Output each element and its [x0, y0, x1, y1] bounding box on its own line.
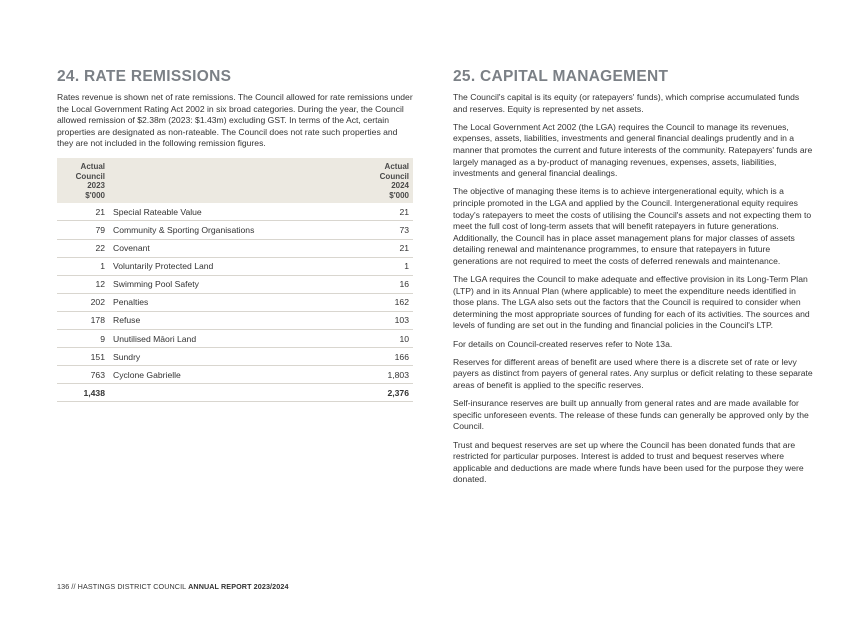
paragraph: The objective of managing these items is to achieve intergenerational equity, which is a principle promoted in the LGA and applied by the Council. Intergenerational equity requires today's ratepayers to meet the costs of utilising the Council's assets and not expecting them to meet the full cost of long-term assets that will benefit ratepayers in future generations. Additionally, the Council has in place asset management plans for major classes of assets detailing renewal and maintenance programmes, to ensure that ratepayers in future generations are not required to meet the costs of deferred renewals and maintenance. — [453, 186, 812, 266]
total-2023: 1,438 — [57, 384, 109, 402]
paragraph: For details on Council-created reserves refer to Note 13a. — [453, 338, 673, 349]
value-2023: 22 — [57, 239, 109, 257]
table-row — [57, 366, 413, 384]
capital-management-section — [453, 68, 813, 493]
value-2023: 202 — [57, 293, 109, 311]
value-2024: 21 — [361, 203, 413, 221]
table-row — [57, 221, 413, 239]
value-2024: 103 — [361, 311, 413, 329]
footer-prefix: 136 // HASTINGS DISTRICT COUNCIL — [57, 582, 189, 591]
value-2023: 763 — [57, 366, 109, 384]
page-footer — [57, 582, 289, 591]
row-label: Unutilised Māori Land — [109, 330, 361, 348]
table-row — [57, 330, 413, 348]
total-2024: 2,376 — [361, 384, 413, 402]
value-2024: 21 — [361, 239, 413, 257]
value-2023: 12 — [57, 275, 109, 293]
value-2023: 79 — [57, 221, 109, 239]
value-2023: 21 — [57, 203, 109, 221]
section-heading: 24. RATE REMISSIONS — [57, 68, 232, 85]
header-2024: Actual Council 2024 $'000 — [361, 158, 413, 203]
value-2024: 162 — [361, 293, 413, 311]
table-total-row — [57, 384, 413, 402]
value-2023: 9 — [57, 330, 109, 348]
row-label: Covenant — [109, 239, 361, 257]
row-label: Swimming Pool Safety — [109, 275, 361, 293]
value-2024: 16 — [361, 275, 413, 293]
table-row — [57, 293, 413, 311]
header-label — [109, 158, 361, 203]
header-2023: Actual Council 2023 $'000 — [57, 158, 109, 203]
row-label: Penalties — [109, 293, 361, 311]
value-2023: 178 — [57, 311, 109, 329]
paragraph: Trust and bequest reserves are set up where the Council has been donated funds that are restricted for particular purposes. Interest is added to trust and bequest reserves where applicable and deductions are made where funds have been used for the purpose they were donated. — [453, 439, 804, 485]
table-row — [57, 257, 413, 275]
row-label: Cyclone Gabrielle — [109, 366, 361, 384]
row-label: Refuse — [109, 311, 361, 329]
footer-report-title: ANNUAL REPORT 2023/2024 — [188, 582, 289, 591]
row-label: Voluntarily Protected Land — [109, 257, 361, 275]
value-2023: 151 — [57, 348, 109, 366]
table-body — [57, 203, 413, 402]
row-label: Special Rateable Value — [109, 203, 361, 221]
table-row — [57, 203, 413, 221]
table-row — [57, 275, 413, 293]
rate-remissions-section — [57, 68, 415, 402]
value-2024: 166 — [361, 348, 413, 366]
value-2024: 73 — [361, 221, 413, 239]
value-2024: 10 — [361, 330, 413, 348]
table-row — [57, 239, 413, 257]
value-2023: 1 — [57, 257, 109, 275]
paragraph: The LGA requires the Council to make adequate and effective provision in its Long-Term Plan (LTP) and in its Annual Plan (where applicable) to meet the expenditure needs identified in those plans. The LGA also sets out the factors that the Council is required to consider when determining the most appropriate sources of funding for each of its activities. The sources and levels of funding are set out in the funding and financial policies in the Council's LTP. — [453, 274, 810, 331]
table-row — [57, 311, 413, 329]
table-row — [57, 348, 413, 366]
row-label: Community & Sporting Organisations — [109, 221, 361, 239]
paragraph: Reserves for different areas of benefit are used where there is a discrete set of rate or levy payers as distinct from payers of general rates. Any surplus or deficit relating to these separate areas of benefit is applied to the specific reserves. — [453, 356, 813, 391]
row-label: Sundry — [109, 348, 361, 366]
paragraph: The Council's capital is its equity (or ratepayers' funds), which comprise accumulated funds and reserves. Equity is represented by net assets. — [453, 92, 800, 114]
paragraph: The Local Government Act 2002 (the LGA) requires the Council to manage its revenues, expenses, assets, liabilities, investments and general financial dealings prudently and in a manner that promotes the current and future interests of the community. Ratepayers' funds are largely managed as a by-product of managing revenues, expenses, assets, liabilities, investments and general financial dealings. — [453, 121, 813, 179]
total-label — [109, 384, 361, 402]
remissions-table — [57, 158, 413, 402]
section-body — [453, 92, 813, 486]
table-header-row — [57, 158, 413, 203]
section-heading: 25. CAPITAL MANAGEMENT — [453, 68, 669, 85]
value-2024: 1 — [361, 257, 413, 275]
paragraph: Self-insurance reserves are built up annually from general rates and are made available for specific unforeseen events. The release of these funds can generally be approved only by the Council. — [453, 398, 809, 432]
value-2024: 1,803 — [361, 366, 413, 384]
section-intro: Rates revenue is shown net of rate remissions. The Council allowed for rate remissions under the Local Government Rating Act 2002 in six broad categories. During the year, the Council allowed remission of $2.38m (2023: $1.43m) excluding GST. In terms of the Act, certain properties are designated as non-rateable. The Council does not rate such properties and they are not included in the following remission figures. — [57, 92, 413, 149]
